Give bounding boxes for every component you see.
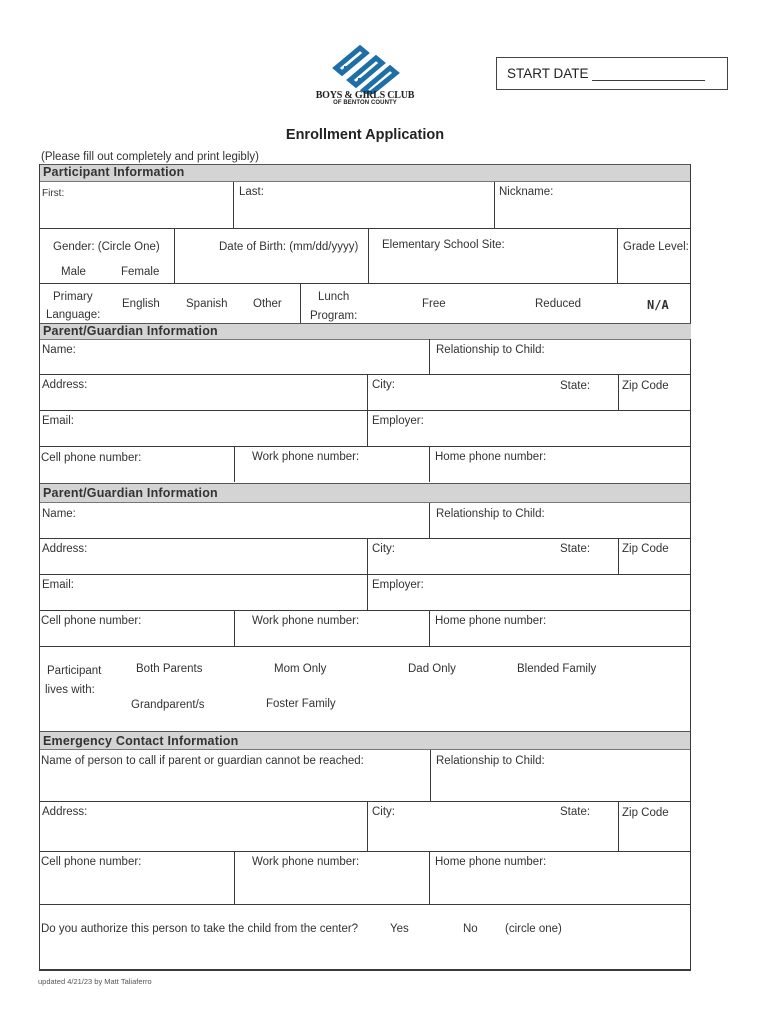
- divider: [618, 374, 619, 410]
- em-city-label[interactable]: City:: [372, 806, 395, 818]
- g2-email-label[interactable]: Email:: [42, 579, 74, 591]
- divider: [39, 646, 691, 647]
- divider: [39, 574, 691, 575]
- option-both-parents[interactable]: Both Parents: [136, 663, 203, 675]
- emergency-heading: Emergency Contact Information: [39, 731, 691, 750]
- divider: [618, 538, 619, 574]
- g1-work-label[interactable]: Work phone number:: [252, 451, 360, 463]
- g1-cell-label[interactable]: Cell phone number:: [41, 452, 142, 464]
- divider: [234, 610, 235, 646]
- em-work-label[interactable]: Work phone number:: [252, 856, 360, 868]
- lunch-reduced[interactable]: Reduced: [535, 298, 582, 310]
- option-blended-family[interactable]: Blended Family: [517, 663, 597, 675]
- g1-zip-label[interactable]: Zip Code: [622, 380, 669, 392]
- divider: [39, 969, 691, 971]
- divider: [690, 164, 691, 324]
- divider: [429, 339, 430, 374]
- divider: [39, 610, 691, 611]
- em-name-label[interactable]: Name of person to call if parent or guardian cannot be reached:: [41, 755, 364, 767]
- g2-city-label[interactable]: City:: [372, 543, 395, 555]
- em-home-label[interactable]: Home phone number:: [435, 856, 547, 868]
- g1-name-label[interactable]: Name:: [42, 344, 76, 356]
- option-grandparents[interactable]: Grandparent/s: [131, 699, 205, 711]
- language-label: Language:: [46, 309, 101, 321]
- participant-heading: Participant Information: [39, 164, 691, 182]
- g1-home-label[interactable]: Home phone number:: [435, 451, 547, 463]
- em-address-label[interactable]: Address:: [42, 806, 88, 818]
- divider: [429, 851, 430, 904]
- divider: [39, 410, 691, 411]
- em-relationship-label[interactable]: Relationship to Child:: [436, 755, 545, 767]
- language-english[interactable]: English: [122, 298, 160, 310]
- divider: [39, 851, 691, 852]
- divider: [690, 482, 691, 731]
- dob-label[interactable]: Date of Birth: (mm/dd/yyyy): [219, 241, 359, 253]
- divider: [430, 750, 431, 801]
- g2-home-label[interactable]: Home phone number:: [435, 615, 547, 627]
- logo-line2: OF BENTON COUNTY: [333, 100, 397, 106]
- g2-cell-label[interactable]: Cell phone number:: [41, 615, 142, 627]
- g2-zip-label[interactable]: Zip Code: [622, 543, 669, 555]
- divider: [233, 182, 234, 228]
- g2-name-label[interactable]: Name:: [42, 508, 76, 520]
- lunch-free[interactable]: Free: [422, 298, 446, 310]
- school-label[interactable]: Elementary School Site:: [382, 239, 505, 251]
- divider: [39, 283, 691, 284]
- footer-updated: updated 4/21/23 by Matt Taliaferro: [38, 977, 152, 986]
- program-label: Program:: [310, 310, 358, 322]
- g1-city-label[interactable]: City:: [372, 379, 395, 391]
- logo-line1: BOYS & GIRLS CLUB: [315, 90, 415, 101]
- g1-employer-label[interactable]: Employer:: [372, 415, 424, 427]
- start-date-field[interactable]: START DATE _______________: [496, 57, 728, 90]
- g2-employer-label[interactable]: Employer:: [372, 579, 424, 591]
- divider: [39, 228, 691, 229]
- lunch-label: Lunch: [318, 291, 350, 303]
- guardian1-heading: Parent/Guardian Information: [39, 323, 691, 340]
- nickname-label[interactable]: Nickname:: [499, 186, 554, 198]
- first-name-label[interactable]: First:: [42, 188, 65, 199]
- g2-work-label[interactable]: Work phone number:: [252, 615, 360, 627]
- lives-with-label: lives with:: [45, 684, 95, 696]
- option-mom-only[interactable]: Mom Only: [274, 663, 327, 675]
- divider: [234, 446, 235, 482]
- club-logo: [300, 44, 430, 110]
- lunch-na[interactable]: N/A: [647, 298, 669, 312]
- last-name-label[interactable]: Last:: [239, 186, 264, 198]
- divider: [39, 446, 691, 447]
- divider: [494, 182, 495, 228]
- divider: [300, 283, 301, 324]
- page-title: Enrollment Application: [285, 127, 445, 143]
- gender-label: Gender: (Circle One): [53, 241, 160, 253]
- divider: [39, 482, 40, 731]
- g1-state-label[interactable]: State:: [560, 380, 591, 392]
- authorize-yes[interactable]: Yes: [390, 923, 409, 935]
- divider: [429, 610, 430, 646]
- gender-female[interactable]: Female: [121, 266, 160, 278]
- participant-lives-label: Participant: [47, 665, 102, 677]
- em-zip-label[interactable]: Zip Code: [622, 807, 669, 819]
- g2-state-label[interactable]: State:: [560, 543, 591, 555]
- primary-label: Primary: [53, 291, 93, 303]
- em-cell-label[interactable]: Cell phone number:: [41, 856, 142, 868]
- divider: [234, 851, 235, 904]
- g2-address-label[interactable]: Address:: [42, 543, 88, 555]
- g1-email-label[interactable]: Email:: [42, 415, 74, 427]
- authorize-no[interactable]: No: [463, 923, 478, 935]
- divider: [39, 538, 691, 539]
- g2-relationship-label[interactable]: Relationship to Child:: [436, 508, 545, 520]
- language-spanish[interactable]: Spanish: [186, 298, 228, 310]
- language-other[interactable]: Other: [253, 298, 282, 310]
- authorize-circle-note: (circle one): [505, 923, 562, 935]
- g1-relationship-label[interactable]: Relationship to Child:: [436, 344, 545, 356]
- divider: [429, 503, 430, 538]
- divider: [39, 801, 691, 802]
- gender-male[interactable]: Male: [61, 266, 86, 278]
- option-dad-only[interactable]: Dad Only: [408, 663, 456, 675]
- instructions: (Please fill out completely and print legibly): [41, 151, 259, 163]
- divider: [429, 446, 430, 482]
- divider: [368, 228, 369, 283]
- divider: [367, 801, 368, 851]
- authorize-question: Do you authorize this person to take the child from the center?: [41, 923, 359, 935]
- divider: [618, 801, 619, 851]
- option-foster-family[interactable]: Foster Family: [266, 698, 336, 710]
- club-logo-icon: [300, 44, 430, 94]
- divider: [39, 904, 691, 905]
- divider: [39, 374, 691, 375]
- g1-address-label[interactable]: Address:: [42, 379, 88, 391]
- divider: [174, 228, 175, 283]
- em-state-label[interactable]: State:: [560, 806, 591, 818]
- divider: [39, 164, 40, 324]
- guardian2-heading: Parent/Guardian Information: [39, 483, 691, 503]
- divider: [39, 323, 40, 482]
- grade-label[interactable]: Grade Level:: [623, 241, 689, 253]
- divider: [617, 228, 618, 283]
